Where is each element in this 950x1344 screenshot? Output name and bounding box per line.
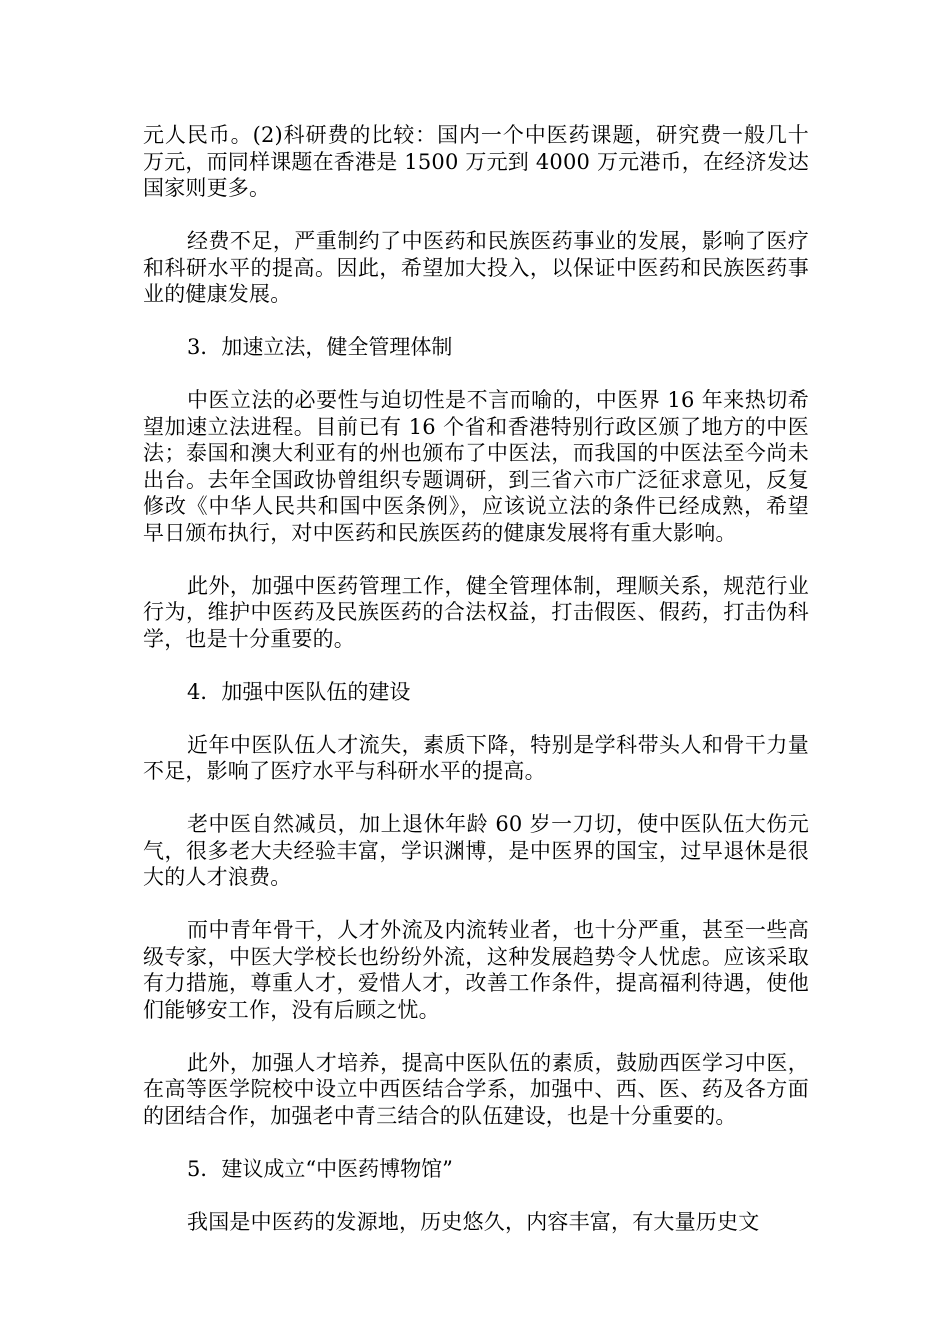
section-heading-legislation: 3．加速立法，健全管理体制 [187, 335, 453, 359]
paragraph-funding-shortage: 经费不足，严重制约了中医药和民族医药事业的发展，影响了医疗和科研水平的提高。因此，希望加大投入，以保证中医药和民族医药事业的健康发展。 [143, 229, 809, 306]
paragraph-young-backbone: 而中青年骨干，人才外流及内流转业者，也十分严重，甚至一些高级专家，中医大学校长也纷纷外流，这种发展趋势令人忧虑。应该采取有力措施，尊重人才，爱惜人才，改善工作条件，提高福利待遇，使他们能够安工作，没有后顾之忧。 [143, 918, 809, 1022]
section-heading-museum: 5．建议成立“中医药博物馆” [187, 1156, 453, 1181]
paragraph-museum-intro: 我国是中医药的发源地，历史悠久，内容丰富，有大量历史文 [187, 1209, 760, 1234]
paragraph-senior-doctors: 老中医自然减员，加上退休年龄 60 岁一刀切，使中医队伍大伤元气，很多老大夫经验丰富，学识渊博，是中医界的国宝，过早退休是很大的人才浪费。 [143, 812, 809, 889]
paragraph-legislation-necessity: 中医立法的必要性与迫切性是不言而喻的，中医界 16 年来热切希望加速立法进程。目前已有 16 个省和香港特别行政区颁了地方的中医法；泰国和澳大利亚有的州也颁布了中医法，而我国的中医法至今尚未出台。去年全国政协曾组织专题调研，到三省六市广泛征求意见，反复修改《中华人民共和国中医条例》，应该说立法的条件已经成熟，希望早日颁布执行，对中医药和民族医药的健康发展将有重大影响。 [143, 388, 809, 545]
paragraph-management-system: 此外，加强中医药管理工作，健全管理体制，理顺关系，规范行业行为，维护中医药及民族医药的合法权益，打击假医、假药，打击伪科学，也是十分重要的。 [143, 573, 809, 651]
paragraph-talent-training: 此外，加强人才培养，提高中医队伍的素质，鼓励西医学习中医，在高等医学院校中设立中西医结合学系，加强中、西、医、药及各方面的团结合作，加强老中青三结合的队伍建设，也是十分重要的。 [143, 1050, 809, 1128]
paragraph-research-funding-comparison: 元人民币。(2)科研费的比较：国内一个中医药课题，研究费一般几十万元，而同样课题在香港是 1500 万元到 4000 万元港币，在经济发达国家则更多。 [143, 123, 809, 200]
section-heading-workforce: 4．加强中医队伍的建设 [187, 679, 411, 704]
document-page [143, 122, 809, 1235]
paragraph-talent-loss: 近年中医队伍人才流失，素质下降，特别是学科带头人和骨干力量不足，影响了医疗水平与科研水平的提高。 [143, 732, 809, 783]
